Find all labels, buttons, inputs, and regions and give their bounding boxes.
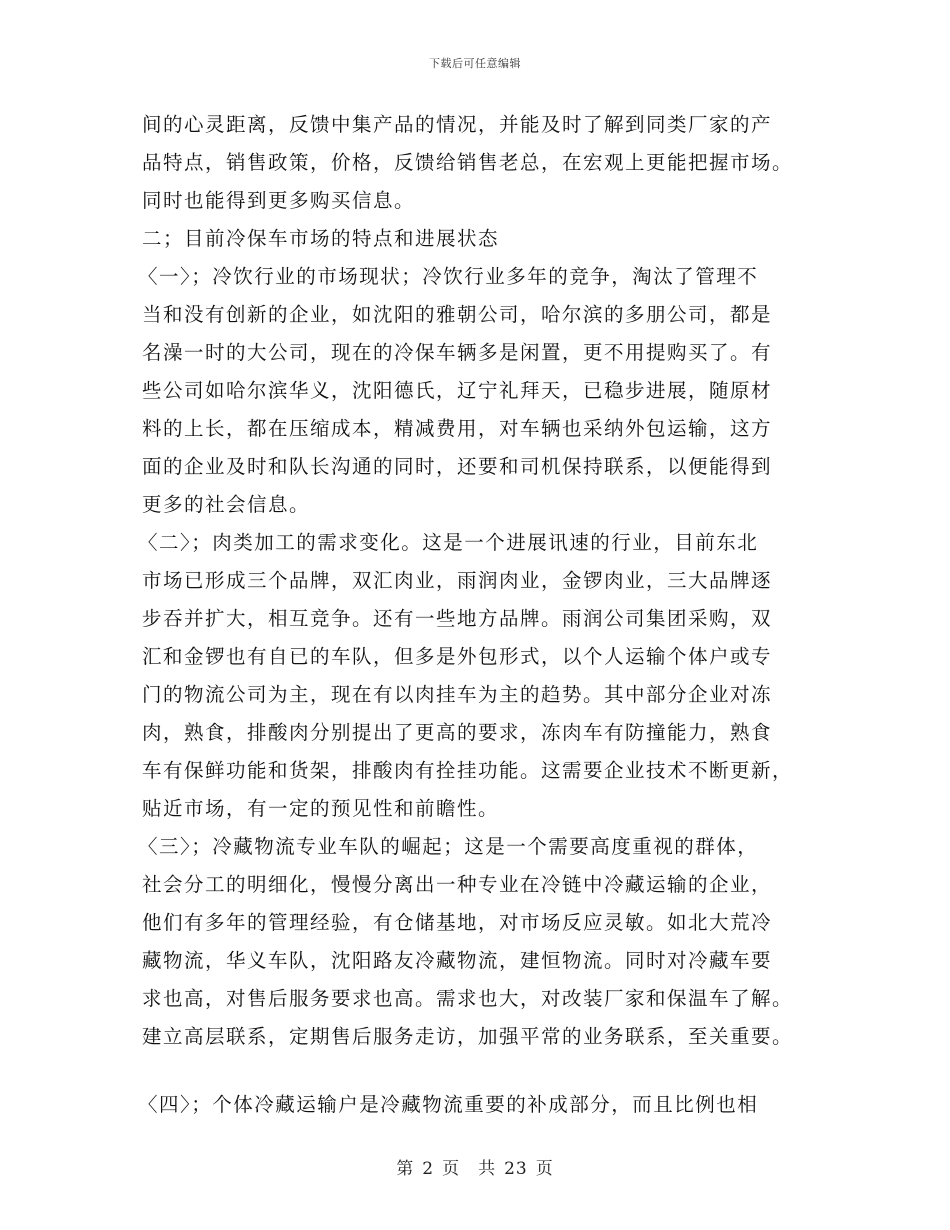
text-line: 汇和金锣也有自已的车队，但多是外包形式，以个人运输个体户或专 [142, 645, 773, 668]
text-line: 藏物流，华义车队，沈阳路友冷藏物流，建恒物流。同时对冷藏车要 [142, 949, 773, 972]
text-line: 名澡一时的大公司，现在的冷保车辆多是闲置，更不用提购买了。有 [142, 341, 773, 364]
text-line: 〈二〉；肉类加工的需求变化。这是一个进展讯速的行业，目前东北 [138, 531, 759, 554]
text-line: 社会分工的明细化，慢慢分离出一种专业在冷链中冷藏运输的企业， [142, 873, 773, 896]
document-body [138, 106, 822, 1124]
text-line: 品特点，销售政策，价格，反馈给销售老总，在宏观上更能把握市场。 [142, 151, 794, 174]
text-line: 同时也能得到更多购买信息。 [142, 189, 416, 212]
text-line: 门的物流公司为主，现在有以肉挂车为主的趋势。其中部分企业对冻 [142, 683, 773, 706]
text-line: 更多的社会信息。 [142, 493, 311, 516]
text-line: 贴近市场，有一定的预见性和前瞻性。 [142, 797, 500, 820]
section-heading: 二；目前冷保车市场的特点和进展状态 [142, 227, 500, 250]
text-line: 市场已形成三个品牌，双汇肉业，雨润肉业，金锣肉业，三大品牌逐 [142, 569, 773, 592]
page-header: 下载后可任意编辑 [429, 57, 521, 70]
page-footer [0, 1154, 950, 1179]
text-line: 车有保鲜功能和货架，排酸肉有拴挂功能。这需要企业技术不断更新， [142, 759, 794, 782]
text-line: 些公司如哈尔滨华义，沈阳德氏，辽宁礼拜天，已稳步进展，随原材 [142, 379, 773, 402]
text-line: 〈一〉；冷饮行业的市场现状；冷饮行业多年的竞争，淘汰了管理不 [138, 265, 759, 288]
text-line: 〈三〉；冷藏物流专业车队的崛起；这是一个需要高度重视的群体， [138, 835, 759, 858]
text-line: 建立高层联系，定期售后服务走访，加强平常的业务联系，至关重要。 [142, 1025, 794, 1048]
text-line: 求也高，对售后服务要求也高。需求也大，对改装厂家和保温车了解。 [142, 987, 794, 1010]
text-line: 面的企业及时和队长沟通的同时，还要和司机保持联系，以便能得到 [142, 455, 773, 478]
total-pages: 23 [504, 1159, 528, 1179]
text-line: 间的心灵距离，反馈中集产品的情况，并能及时了解到同类厂家的产 [142, 113, 773, 136]
text-line: 当和没有创新的企业，如沈阳的雅朝公司，哈尔滨的多朋公司，都是 [142, 303, 773, 326]
paragraph-gap [142, 1056, 822, 1086]
footer-middle: 页 共 [442, 1159, 497, 1179]
footer-prefix: 第 [396, 1159, 415, 1179]
footer-suffix: 页 [535, 1159, 554, 1179]
page-number: 2 [422, 1159, 435, 1179]
text-line: 他们有多年的管理经验，有仓储基地，对市场反应灵敏。如北大荒冷 [142, 911, 773, 934]
text-line: 〈四〉；个体冷藏运输户是冷藏物流重要的补成部分，而且比例也相 [138, 1093, 759, 1116]
text-line: 步吞并扩大，相互竞争。还有一些地方品牌。雨润公司集团采购，双 [142, 607, 773, 630]
text-line: 料的上长，都在压缩成本，精减费用，对车辆也采纳外包运输，这方 [142, 417, 773, 440]
text-line: 肉，熟食，排酸肉分别提出了更高的要求，冻肉车有防撞能力，熟食 [142, 721, 773, 744]
